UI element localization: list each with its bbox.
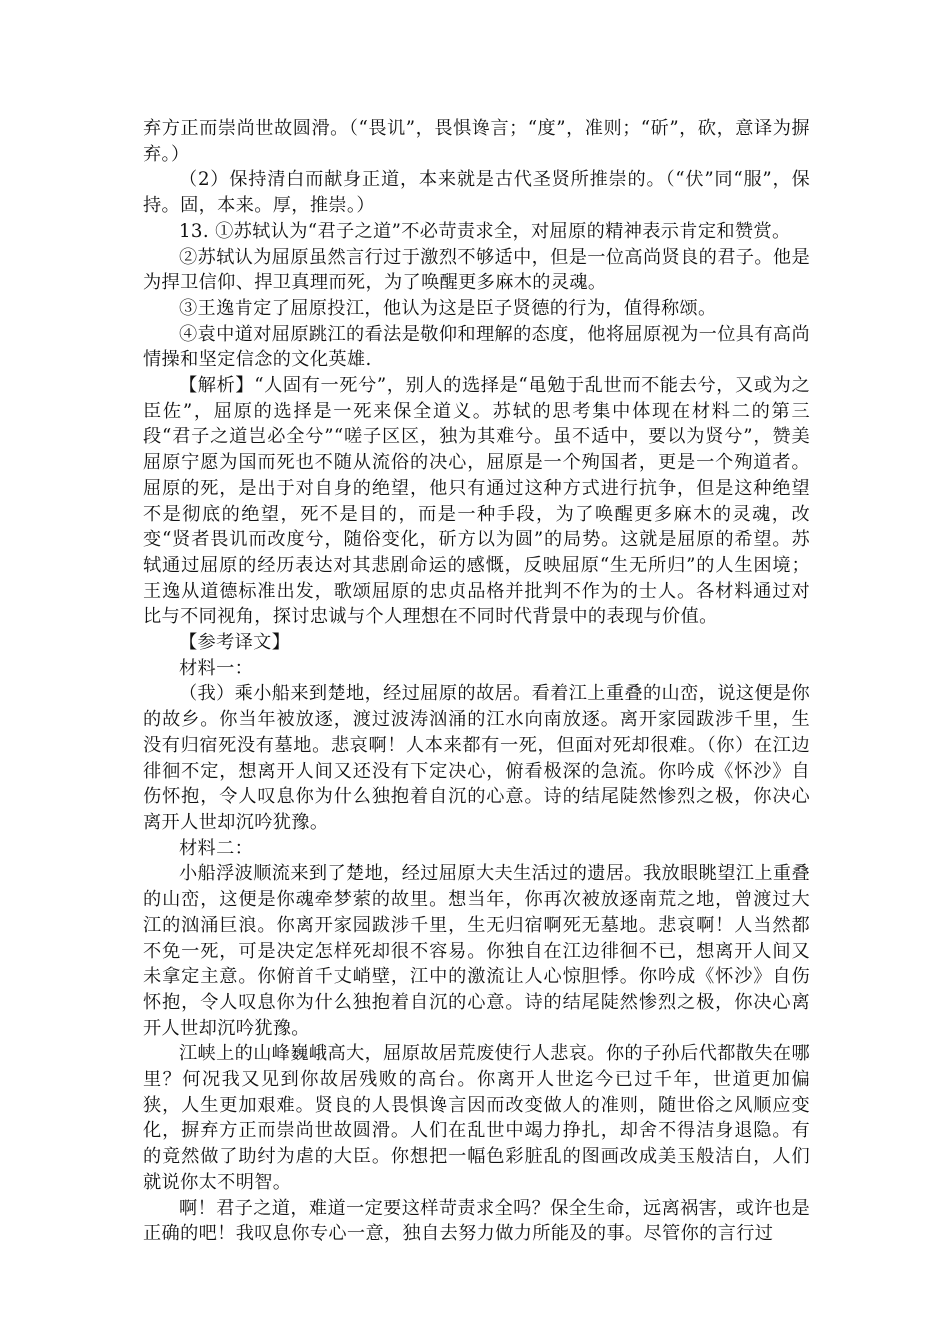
paragraph-analysis: 【解析】“人固有一死兮”，别人的选择是“黾勉于乱世而不能去兮，又或为之臣佐”，屈原的选择是一死来保全道义。苏轼的思考集中体现在材料二的第三段“君子之道岂必全兮”“嗟子区区，独为其难兮。虽不适中，要以为贤兮”，赞美屈原宁愿为国而死也不随从流俗的决心，屈原是一个殉国者，更是一个殉道者。屈原的死，是出于对自身的绝望，他只有通过这种方式进行抗争，但是这种绝望不是彻底的绝望，死不是目的，而是一种手段，为了唤醒更多麻木的灵魂，改变“贤者畏讥而改度兮，随俗变化，斫方以为圆”的局势。这就是屈原的希望。苏轼通过屈原的经历表达对其悲剧命运的感慨，反映屈原“生无所归”的人生困境；王逸从道德标准出发，歌颂屈原的忠贞品格并批判不作为的士人。各材料通过对比与不同视角，探讨忠诚与个人理想在不同时代背景中的表现与价值。 (143, 375, 810, 628)
paragraph-q13-point-2: ②苏轼认为屈原虽然言行过于激烈不够适中，但是一位高尚贤良的君子。他是为捍卫信仰、捍卫真理而死，为了唤醒更多麻木的灵魂。 (143, 246, 810, 294)
heading-reference-translation: 【参考译文】 (179, 632, 291, 654)
paragraph-material-2-part-3: 啊！君子之道，难道一定要这样苛责求全吗？保全生命，远离祸害，或许也是正确的吧！我叹息你专心一意，独自去努力做力所能及的事。尽管你的言行过 (143, 1197, 810, 1245)
paragraph-q13-point-3: ③王逸肯定了屈原投江，他认为这是臣子贤德的行为，值得称颂。 (179, 297, 717, 319)
paragraph-q13-point-4: ④袁中道对屈原跳江的看法是敬仰和理解的态度，他将屈原视为一位具有高尚情操和坚定信念的文化英雄. (143, 323, 810, 371)
heading-material-1: 材料一： (179, 657, 254, 679)
document-page (143, 116, 810, 1247)
paragraph-material-2-part-1: 小船浮波顺流来到了楚地，经过屈原大夫生活过的遗居。我放眼眺望江上重叠的山峦，这便是你魂牵梦萦的故里。想当年，你再次被放逐南荒之地，曾渡过大江的汹涌巨浪。你离开家园跋涉千里，生无归宿啊死无墓地。悲哀啊！人当然都不免一死，可是决定怎样死却很不容易。你独自在江边徘徊不已，想离开人间又未拿定主意。你俯首千丈峭壁，江中的激流让人心惊胆悸。你吟成《怀沙》自伤怀抱，令人叹息你为什么独抱着自沉的心意。诗的结尾陡然惨烈之极，你决心离开人世却沉吟犹豫。 (143, 863, 810, 1039)
paragraph-material-1: （我）乘小船来到楚地，经过屈原的故居。看着江上重叠的山峦，说这便是你的故乡。你当年被放逐，渡过波涛汹涌的江水向南放逐。离开家园跋涉千里，生没有归宿死没有墓地。悲哀啊！人本来都有一死，但面对死却很难。（你）在江边徘徊不定，想离开人间又还没有下定决心，俯看极深的急流。你吟成《怀沙》自伤怀抱，令人叹息你为什么独抱着自沉的心意。诗的结尾陡然惨烈之极，你决心离开人世却沉吟犹豫。 (143, 683, 810, 833)
paragraph-answer-2: （2）保持清白而献身正道，本来就是古代圣贤所推崇的。（“伏”同“服”，保持。固，本来。厚，推崇。） (143, 169, 810, 217)
paragraph-continuation: 弃方正而崇尚世故圆滑。（“畏讥”，畏惧谗言；“度”，准则；“斫”，砍，意译为摒弃。） (143, 118, 810, 165)
paragraph-q13-point-1: 13. ①苏轼认为“君子之道”不必苛责求全，对屈原的精神表示肯定和赞赏。 (179, 220, 791, 242)
paragraph-material-2-part-2: 江峡上的山峰巍峨高大，屈原故居荒废使行人悲哀。你的子孙后代都散失在哪里？何况我又见到你故居残败的高台。你离开人世迄今已过千年，世道更加偏狭，人生更加艰难。贤良的人畏惧谗言因而改变做人的准则，随世俗之风顺应变化，摒弃方正而崇尚世故圆滑。人们在乱世中竭力挣扎，却舍不得洁身退隐。有的竟然做了助纣为虐的大臣。你想把一幅色彩脏乱的图画改成美玉般洁白，人们就说你太不明智。 (143, 1043, 810, 1193)
heading-material-2: 材料二： (179, 837, 254, 859)
